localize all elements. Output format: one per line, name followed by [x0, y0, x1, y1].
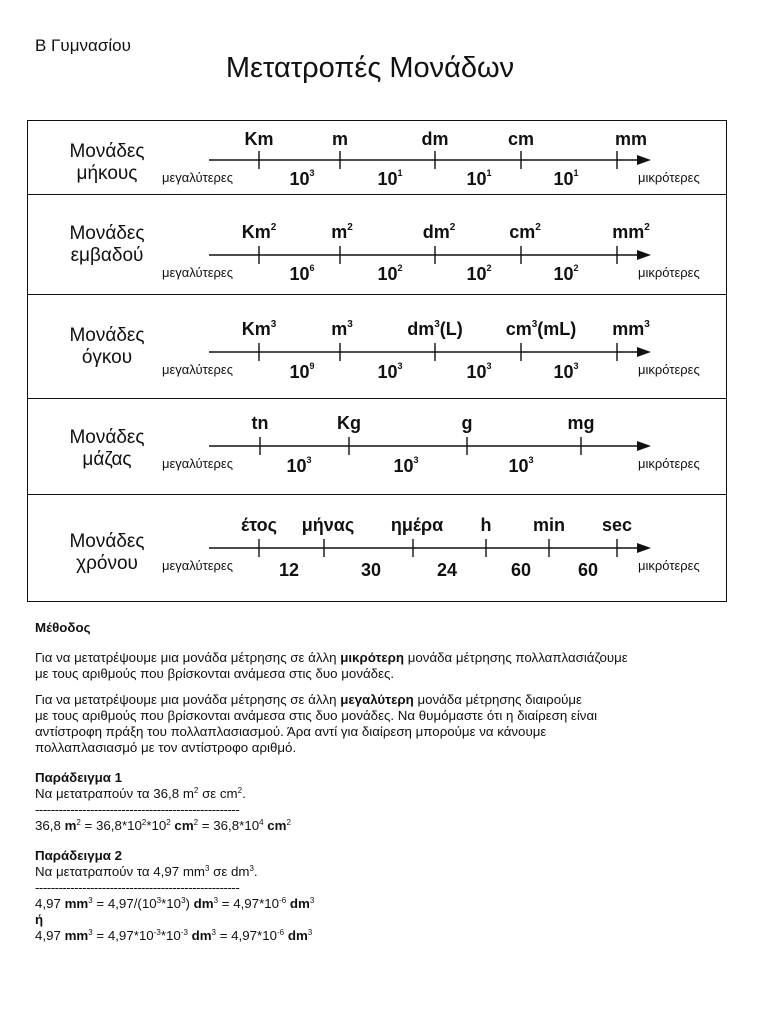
row-label-line1: Μονάδες — [69, 223, 145, 244]
row-mass — [28, 399, 726, 495]
example-1-heading: Παράδειγμα 1 — [35, 770, 123, 785]
unit-label: έτος — [240, 515, 278, 535]
conversion-factor: $10^2$ — [377, 263, 403, 284]
conversion-factor: $10^3$ — [466, 361, 492, 382]
row-length — [28, 121, 726, 195]
unit-label: Km — [244, 129, 274, 149]
unit-label: tn — [251, 413, 269, 433]
scale-arrow-head — [637, 441, 651, 451]
conversion-factor: $10^3$ — [393, 455, 419, 476]
conversion-factor: $10^6$ — [289, 263, 315, 284]
method-paragraph-2-line4: πολλαπλασιασμό με τον αντίστροφο αριθμό. — [35, 740, 297, 755]
unit-label: $cm^3(mL)$ — [505, 319, 577, 339]
conversion-factor: $10^3$ — [508, 455, 534, 476]
example-2-divider: ---------------------------------------------------- — [35, 880, 240, 895]
row-label-line2: όγκου — [81, 347, 133, 368]
row-label-line2: εμβαδού — [70, 245, 144, 266]
row-area — [28, 195, 726, 295]
method-paragraph-1-line2: με τους αριθμούς που βρίσκονται ανάμεσα στις δυο μονάδες. — [35, 666, 395, 681]
conversion-factor: $10^3$ — [286, 455, 312, 476]
scale-arrow-head — [637, 347, 651, 357]
unit-label: mg — [567, 413, 595, 433]
unit-label: $dm^3(L)$ — [407, 319, 463, 339]
row-label-line1: Μονάδες — [69, 531, 145, 552]
unit-label: $mm^3$ — [612, 319, 650, 339]
larger-units-label: μεγαλύτερες — [162, 558, 233, 573]
unit-label: dm — [421, 129, 449, 149]
method-section — [35, 620, 735, 944]
larger-units-label: μεγαλύτερες — [162, 265, 233, 280]
conversion-factor: $10^3$ — [377, 361, 403, 382]
example-2-or: ή — [35, 912, 44, 927]
row-label-line1: Μονάδες — [69, 141, 145, 162]
unit-label: g — [461, 413, 473, 433]
unit-label: $cm^2$ — [509, 222, 541, 242]
conversion-factor: 24 — [436, 560, 458, 580]
conversion-factor: 12 — [278, 560, 300, 580]
unit-label: min — [532, 515, 566, 535]
example-1-task: Να μετατραπούν τα 36,8 $m^2$ σε $cm^2$. — [35, 786, 246, 801]
page-title: Μετατροπές Μονάδων — [225, 52, 515, 84]
conversion-factor: $10^1$ — [377, 168, 403, 189]
unit-label: mm — [614, 129, 648, 149]
example-2-equation-1: 4,97 $mm^3 = 4,97/(10^3*10^3) dm^3 = 4,97*10^{-6}$ $dm^3$ — [35, 896, 315, 911]
conversion-factor: $10^2$ — [553, 263, 579, 284]
larger-units-label: μεγαλύτερες — [162, 170, 233, 185]
mass-scale — [28, 399, 728, 495]
conversion-factor: $10^9$ — [289, 361, 315, 382]
unit-label: $dm^2$ — [422, 222, 456, 242]
method-paragraph-2: Για να μετατρέψουμε μια μονάδα μέτρησης σε άλλη μεγαλύτερη μονάδα μέτρησης διαιρούμε — [35, 692, 582, 707]
scale-arrow-head — [637, 543, 651, 553]
unit-label: $m^2$ — [331, 222, 353, 242]
method-paragraph-2-line2: με τους αριθμούς που βρίσκονται ανάμεσα στις δυο μονάδες. Να θυμόμαστε ότι η διαίρεση είναι — [35, 708, 598, 723]
row-volume — [28, 295, 726, 399]
unit-label: Kg — [337, 413, 361, 433]
conversion-factor: 30 — [360, 560, 382, 580]
row-time — [28, 495, 726, 601]
row-label-line2: μάζας — [82, 449, 132, 470]
unit-label: Km$^3$ — [241, 319, 277, 339]
length-scale — [28, 121, 728, 195]
method-heading: Μέθοδος — [35, 620, 91, 635]
scale-arrow-head — [637, 250, 651, 260]
conversion-factor: $10^3$ — [289, 168, 315, 189]
unit-label: Km$^2$ — [241, 222, 277, 242]
volume-scale — [28, 295, 728, 399]
example-1-divider: ---------------------------------------------------- — [35, 802, 240, 817]
unit-label: μήνας — [301, 515, 355, 535]
method-paragraph-2-line3: αντίστροφη πράξη του πολλαπλασιασμού. Άρα αντί για διαίρεση μπορούμε να κάνουμε — [35, 724, 547, 739]
smaller-units-label: μικρότερες — [638, 456, 700, 471]
example-2-task: Να μετατραπούν τα 4,97 $mm^3$ σε $dm^3$. — [35, 864, 258, 879]
conversion-factor: 60 — [510, 560, 532, 580]
unit-label: cm — [507, 129, 535, 149]
row-label-line2: χρόνου — [76, 553, 138, 574]
smaller-units-label: μικρότερες — [638, 265, 700, 280]
smaller-units-label: μικρότερες — [638, 170, 700, 185]
example-2-equation-2: 4,97 $mm^3 = 4,97*10^{-3}*10^{-3}$ $dm^3 = 4,97*10^{-6}$ $dm^3$ — [35, 928, 313, 943]
conversion-factor: $10^1$ — [553, 168, 579, 189]
row-label-line1: Μονάδες — [69, 325, 145, 346]
scale-arrow-head — [637, 155, 651, 165]
grade-label: Β Γυμνασίου — [35, 36, 131, 55]
example-1-equation: 36,8 $m^2 = 36,8*10^2*10^2$ $cm^2 = 36,8*10^4$ $cm^2$ — [35, 818, 291, 833]
method-paragraph-1: Για να μετατρέψουμε μια μονάδα μέτρησης σε άλλη μικρότερη μονάδα μέτρησης πολλαπλασιάζουμε — [35, 650, 628, 665]
row-label-line2: μήκους — [76, 163, 138, 184]
unit-label: $mm^2$ — [612, 222, 650, 242]
larger-units-label: μεγαλύτερες — [162, 456, 233, 471]
larger-units-label: μεγαλύτερες — [162, 362, 233, 377]
area-scale — [28, 195, 728, 295]
conversion-factor: $10^1$ — [466, 168, 492, 189]
conversion-factor: $10^3$ — [553, 361, 579, 382]
units-table — [27, 120, 727, 602]
row-label-line1: Μονάδες — [69, 427, 145, 448]
unit-label: $m^3$ — [331, 319, 353, 339]
unit-label: sec — [601, 515, 633, 535]
smaller-units-label: μικρότερες — [638, 558, 700, 573]
conversion-factor: 60 — [577, 560, 599, 580]
unit-label: h — [480, 515, 492, 535]
unit-label: ημέρα — [390, 515, 444, 535]
unit-label: m — [331, 129, 349, 149]
time-scale — [28, 495, 728, 601]
example-2-heading: Παράδειγμα 2 — [35, 848, 123, 863]
conversion-factor: $10^2$ — [466, 263, 492, 284]
smaller-units-label: μικρότερες — [638, 362, 700, 377]
